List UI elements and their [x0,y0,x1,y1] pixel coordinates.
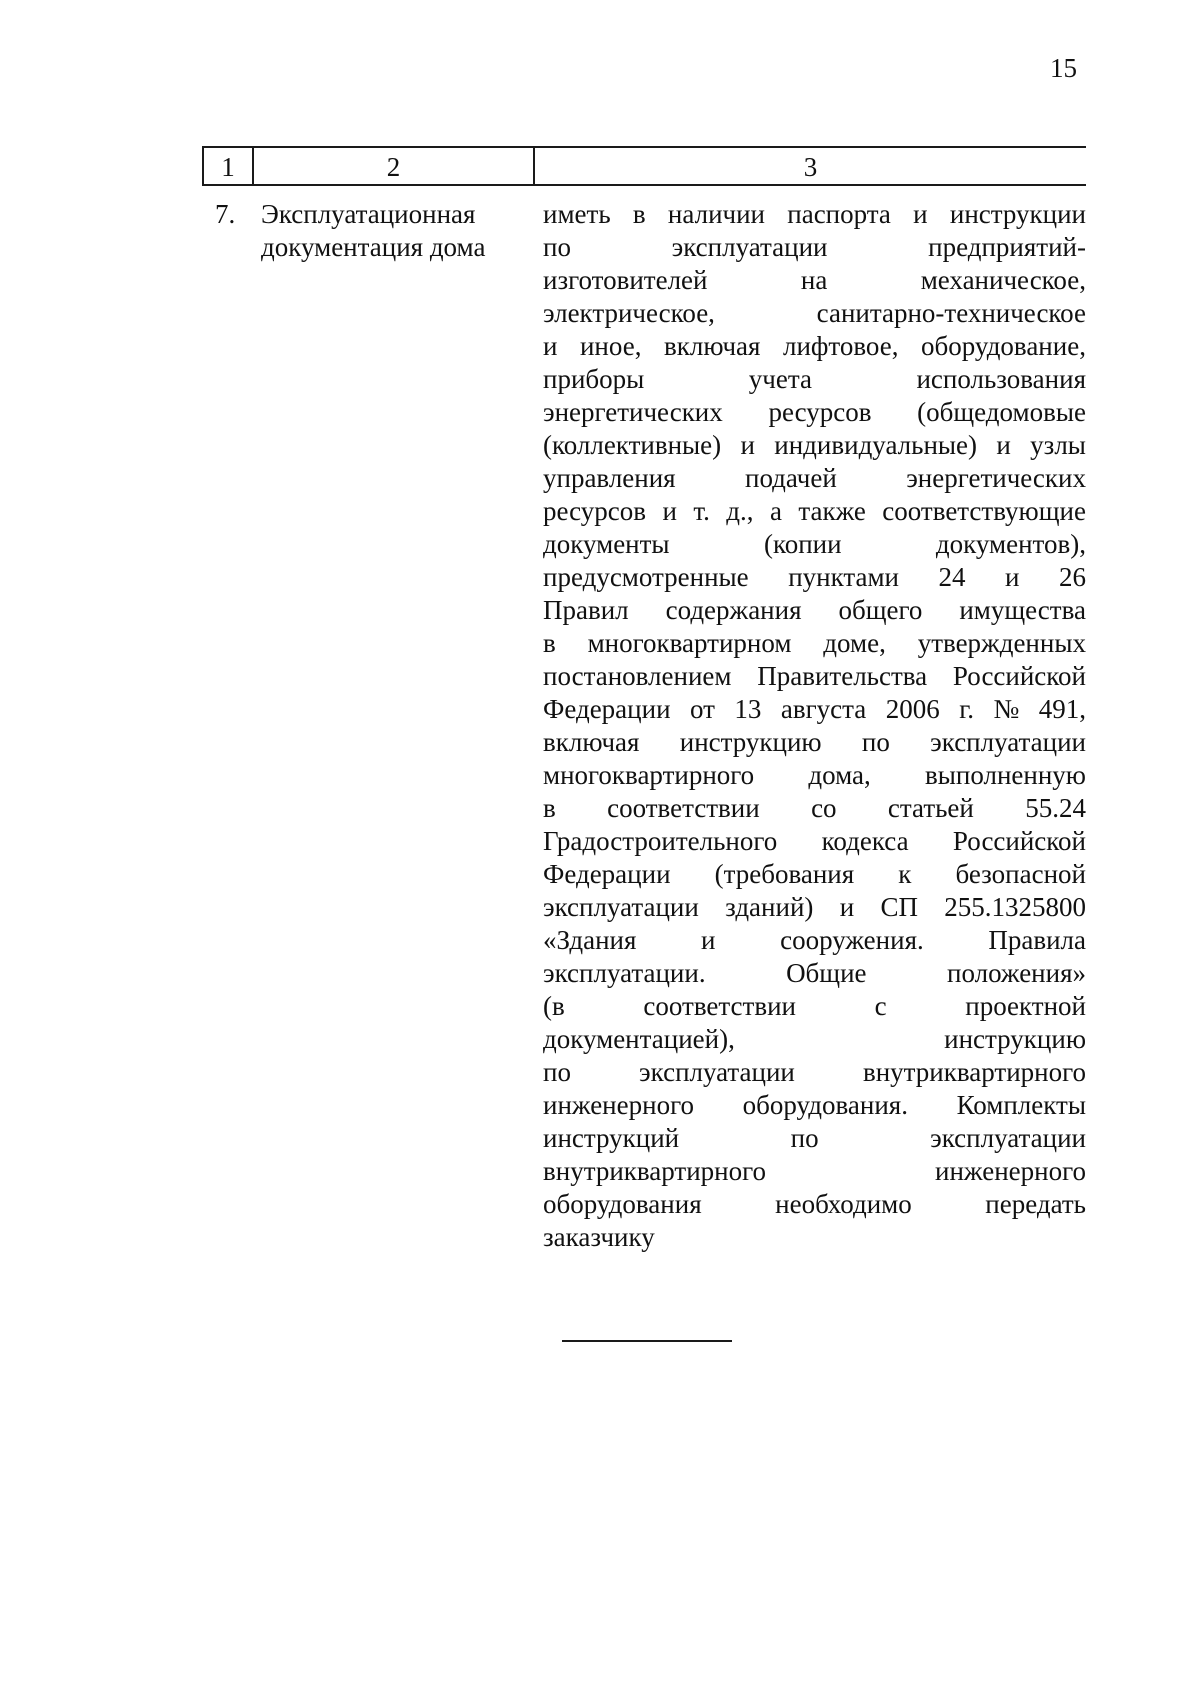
requirement-line: и иное, включая лифтовое, оборудование, [543,331,1086,361]
end-separator-line [562,1340,732,1342]
requirement-line: изготовителей на механическое, [543,265,1086,295]
requirement-line: включая инструкцию по эксплуатации [543,727,1086,757]
requirement-line: Федерации от 13 августа 2006 г. № 491, [543,694,1086,724]
requirement-line: инструкций по эксплуатации [543,1123,1086,1153]
requirement-line: в соответствии со статьей 55.24 [543,793,1086,823]
table-header-row [202,146,1086,186]
requirement-line: управления подачей энергетических [543,463,1086,493]
row-requirement-text [543,198,1086,1254]
row-number: 7. [215,199,236,229]
requirement-line: ресурсов и т. д., а также соответствующие [543,496,1086,526]
requirement-line: постановлением Правительства Российской [543,661,1086,691]
requirement-line: Градостроительного кодекса Российской [543,826,1086,856]
requirement-line: Федерации (требования к безопасной [543,859,1086,889]
requirement-line: по эксплуатации внутриквартирного [543,1057,1086,1087]
requirement-line: предусмотренные пунктами 24 и 26 [543,562,1086,592]
requirement-line: Правил содержания общего имущества [543,595,1086,625]
page-number: 15 [1050,53,1077,83]
requirement-line: инженерного оборудования. Комплекты [543,1090,1086,1120]
requirement-line: (в соответствии с проектной [543,991,1086,1021]
requirement-line: оборудования необходимо передать [543,1189,1086,1219]
requirement-line: приборы учета использования [543,364,1086,394]
requirement-line: иметь в наличии паспорта и инструкции [543,199,1086,229]
row-name [261,198,531,264]
requirement-line: в многоквартирном доме, утвержденных [543,628,1086,658]
requirement-line: заказчику [543,1222,655,1252]
requirement-line: документацией), инструкцию [543,1024,1086,1054]
row-name-line: документация дома [261,232,486,262]
requirement-line: эксплуатации зданий) и СП 255.1325800 [543,892,1086,922]
header-col-3: 3 [803,152,818,182]
requirement-line: электрическое, санитарно-техническое [543,298,1086,328]
document-table [202,146,1086,1252]
requirement-line: по эксплуатации предприятий- [543,232,1086,262]
requirement-line: многоквартирного дома, выполненную [543,760,1086,790]
requirement-line: энергетических ресурсов (общедомовые [543,397,1086,427]
requirement-line: внутриквартирного инженерного [543,1156,1086,1186]
requirement-line: (коллективные) и индивидуальные) и узлы [543,430,1086,460]
requirement-line: «Здания и сооружения. Правила [543,925,1086,955]
header-col-2: 2 [386,152,401,182]
requirement-line: документы (копии документов), [543,529,1086,559]
row-name-line: Эксплуатационная [261,199,476,229]
requirement-line: эксплуатации. Общие положения» [543,958,1086,988]
header-col-1: 1 [221,152,235,182]
